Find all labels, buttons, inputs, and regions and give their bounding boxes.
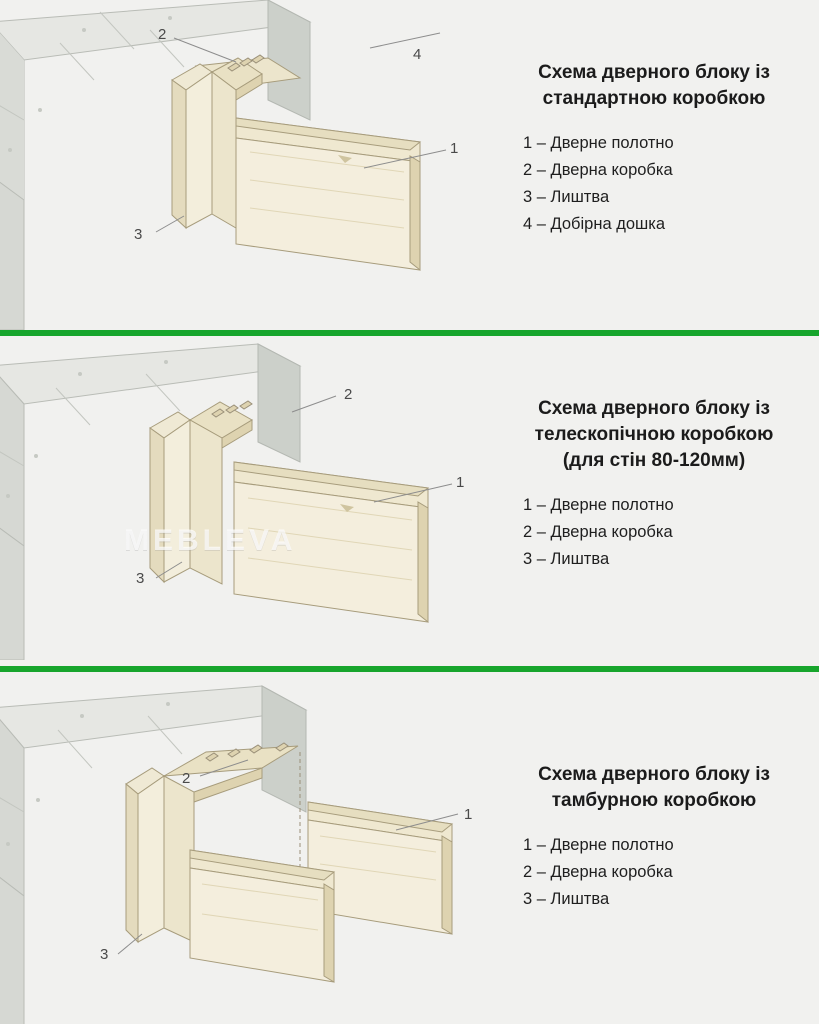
scheme-title-vestibule [489, 762, 819, 814]
title-line: Схема дверного блоку із [538, 398, 770, 419]
legend-standard-frame [489, 130, 819, 238]
legend-item: 1 – Дверне полотно [523, 134, 674, 152]
diagram-vestibule-frame [0, 672, 500, 1024]
diagram-telescopic-frame [0, 336, 500, 666]
title-line: стандартною коробкою [542, 88, 766, 109]
panel-telescopic-frame [0, 336, 819, 666]
callout-2-panel1: 2 [158, 26, 167, 43]
text-block-standard-frame [489, 60, 819, 238]
title-line: Схема дверного блоку із [538, 62, 770, 83]
legend-item: 3 – Лиштва [523, 550, 610, 568]
legend-item: 3 – Лиштва [523, 188, 610, 206]
watermark: MEBLEVA [124, 524, 297, 557]
callout-1-panel2: 1 [456, 474, 465, 491]
legend-item: 1 – Дверне полотно [523, 496, 674, 514]
diagram-standard-frame [0, 0, 500, 330]
title-line: телескопічною коробкою [534, 424, 774, 445]
callout-3-panel1: 3 [134, 226, 143, 243]
callout-2-panel3: 2 [182, 770, 191, 787]
legend-item: 2 – Дверна коробка [523, 863, 673, 881]
title-line: тамбурною коробкою [551, 790, 757, 811]
callout-4-panel1: 4 [413, 46, 422, 63]
legend-item: 1 – Дверне полотно [523, 836, 674, 854]
legend-telescopic-frame [489, 492, 819, 573]
scheme-title-telescopic [489, 396, 819, 474]
legend-item: 4 – Добірна дошка [523, 215, 666, 233]
panel-standard-frame [0, 0, 819, 330]
text-block-vestibule-frame [489, 762, 819, 913]
callout-3-panel3: 3 [100, 946, 109, 963]
callout-1-panel3: 1 [464, 806, 473, 823]
panel-vestibule-frame [0, 672, 819, 1024]
legend-item: 2 – Дверна коробка [523, 523, 673, 541]
text-block-telescopic-frame [489, 396, 819, 573]
callout-3-panel2: 3 [136, 570, 145, 587]
callout-2-panel2: 2 [344, 386, 353, 403]
title-line: (для стін 80-120мм) [562, 450, 746, 471]
legend-item: 3 – Лиштва [523, 890, 610, 908]
title-line: Схема дверного блоку із [538, 764, 770, 785]
legend-vestibule-frame [489, 832, 819, 913]
legend-item: 2 – Дверна коробка [523, 161, 673, 179]
callout-1-panel1: 1 [450, 140, 459, 157]
scheme-title-standard [489, 60, 819, 112]
